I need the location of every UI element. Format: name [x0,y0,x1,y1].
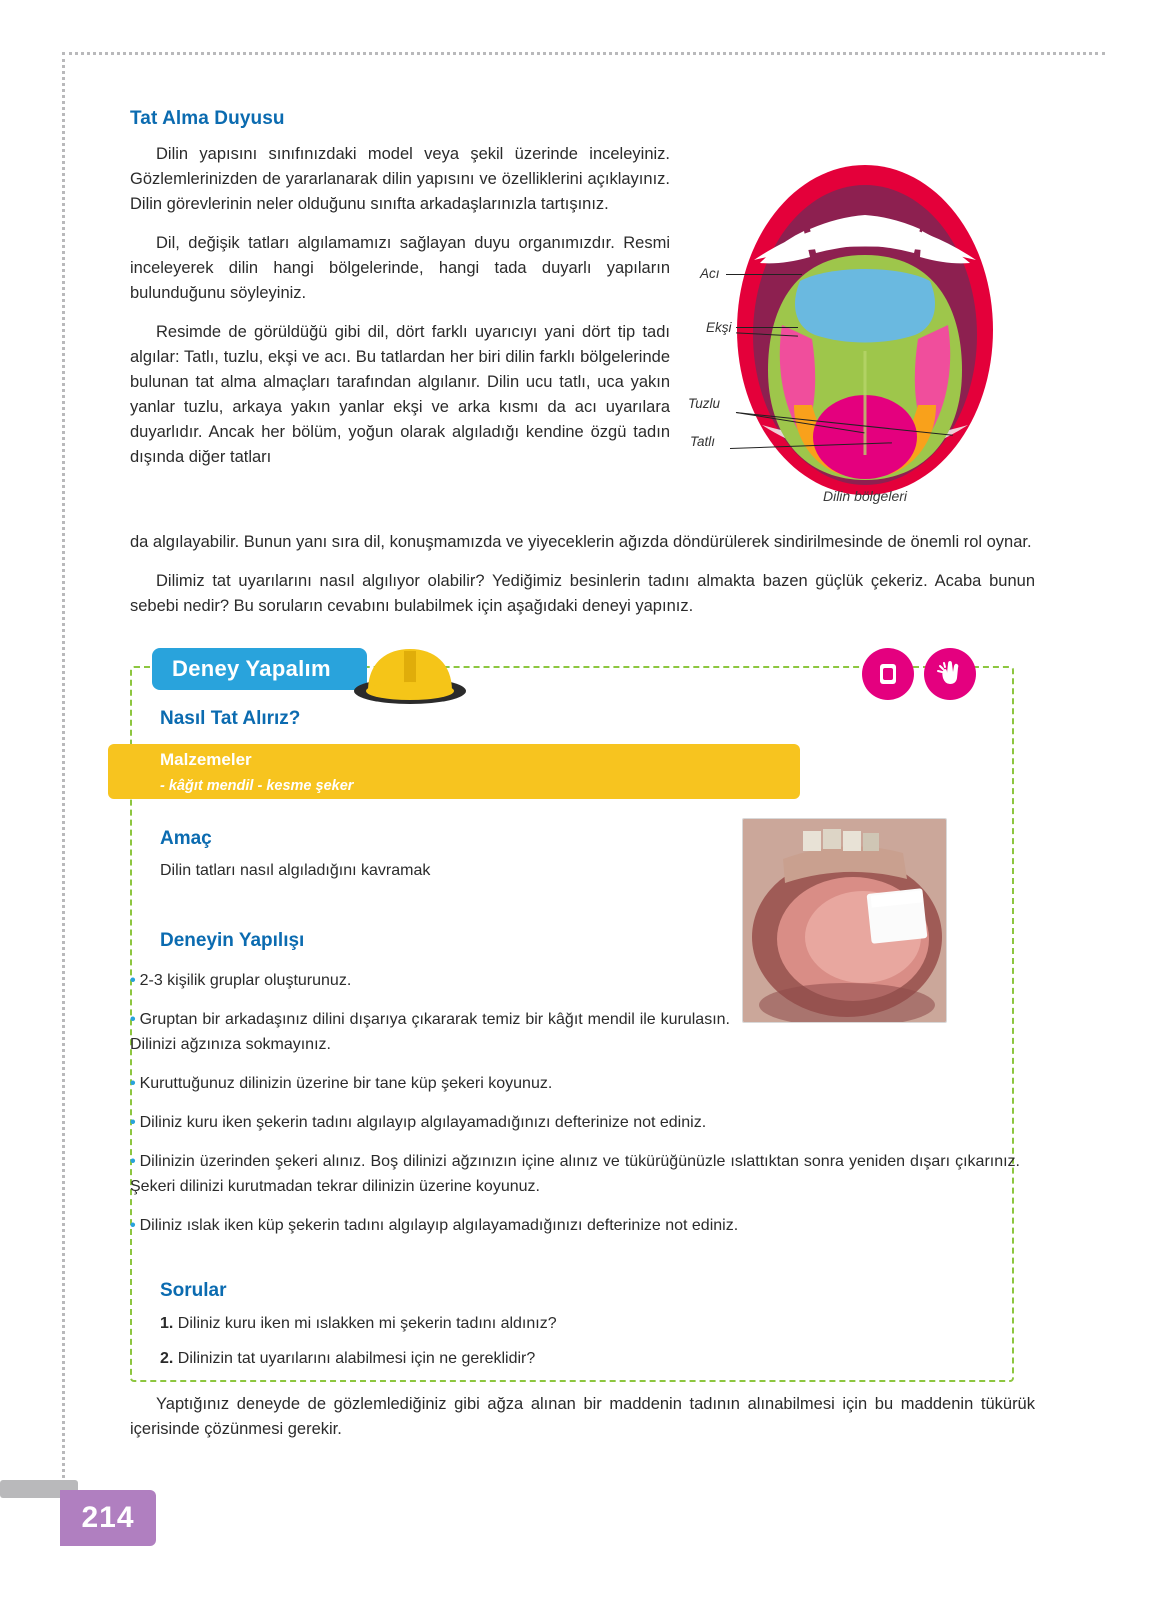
bullet-icon: • [130,1217,136,1234]
list-item [130,1213,910,1238]
question-1 [160,1315,557,1333]
page-number: 214 [81,1501,135,1534]
hard-hat-icon [352,645,468,707]
experiment-tab-text: Deney Yapalım [172,656,331,681]
hand-wash-icon [924,648,976,700]
question-text: Dilinizin tat uyarılarını alabilmesi için ne gereklidir? [177,1350,536,1367]
materials-items: - kâğıt mendil - kesme şeker [160,778,354,794]
figure-caption: Dilin bölgeleri [822,488,908,504]
label-tuzlu: Tuzlu [688,396,721,411]
list-item [130,1110,890,1135]
label-aci: Acı [700,266,720,281]
procedure-steps [130,968,1020,1252]
experiment-title: Nasıl Tat Alırız? [160,708,301,729]
paragraph-2: Dil, değişik tatları algılamamızı sağlayan duyu organımızdır. Resmi inceleyerek dilin hangi bölgelerinde, hangi tada duyarlı yapıların bulunduğunu söyleyiniz. [130,234,670,302]
list-item [130,1149,1020,1199]
step-text: 2-3 kişilik gruplar oluşturunuz. [139,972,352,989]
question-number: 1. [160,1315,174,1332]
leader-line-aci [726,274,802,275]
paragraph-1: Dilin yapısını sınıfınızdaki model veya şekil üzerinde inceleyiniz. Gözlemlerinizden de yararlanarak dilin yapısını ve özelliklerini açıklayınız. Dilin görevlerinin neler olduğunu sınıfta arkadaşlarınızla tartışınız. [130,145,670,213]
step-text: Gruptan bir arkadaşınız dilini dışarıya çıkararak temiz bir kâğıt mendil ile kurulasın. Dilinizi ağzınıza sokmayınız. [130,1011,730,1053]
procedure-heading: Deneyin Yapılışı [160,930,305,951]
closing-paragraph: Yaptığınız deneyde de gözlemlediğiniz gibi ağza alınan bir maddenin tadının alınabilmesi için bu maddenin tükürük içerisinde çözünmesi gerekir. [130,1395,1035,1438]
page-title: Tat Alma Duyusu [130,108,285,129]
step-text: Diliniz kuru iken şekerin tadını algılayıp algılayamadığınızı defterinize not ediniz. [139,1114,707,1131]
purpose-text: Dilin tatları nasıl algıladığını kavramak [160,862,431,879]
paragraph-4: da algılayabilir. Bunun yanı sıra dil, konuşmamızda ve yiyeceklerin ağızda döndürülerek sindirilmesinde de önemli rol oynar. [130,533,1032,551]
experiment-tab-label [152,648,367,690]
question-text: Diliniz kuru iken mi ıslakken mi şekerin tadını aldınız? [177,1315,557,1332]
paragraph-3: Resimde de görüldüğü gibi dil, dört farklı uyarıcıyı yani dört tip tadı algılar: Tatlı, tuzlu, ekşi ve acı. Bu tatlardan her biri dilin farklı bölgelerinde bulunan tat alma almaçları tarafından algılanır. Dilin ucu tatlı, uca yakın yanlar tuzlu, arkaya yakın yanlar ekşi ve arka kısmı da acı uyarılara duyarlıdır. Ancak her bölüm, yoğun olarak algıladığı kendine özgü tadın dışında diğer tatları [130,323,670,466]
paragraph-5: Dilimiz tat uyarılarını nasıl algılıyor olabilir? Yediğimiz besinlerin tadını almakta bazen güçlük çekeriz. Acaba bunun sebebi nedir? Bu soruların cevabını bulabilmek için aşağıdaki deneyi yapınız. [130,572,1035,615]
bullet-icon: • [130,1011,136,1028]
page-number-badge [60,1490,156,1546]
bullet-icon: • [130,1075,136,1092]
safety-goggles-icon [862,648,914,700]
bullet-icon: • [130,1153,136,1170]
leader-line-eksi-1 [736,327,798,328]
label-eksi: Ekşi [706,320,732,335]
bullet-icon: • [130,972,136,989]
list-item [130,1007,730,1057]
materials-heading: Malzemeler [160,750,252,769]
step-text: Dilinizin üzerinden şekeri alınız. Boş dilinizi ağzınızın içine alınız ve tükürüğünüzle ıslattıktan sonra yeniden dışarı çıkarınız. Şekeri dilinizi kurutmadan tekrar dilinizin üzerine koyunuz. [130,1153,1020,1195]
bullet-icon: • [130,1114,136,1131]
label-tatli: Tatlı [690,434,716,449]
step-text: Kuruttuğunuz dilinizin üzerine bir tane küp şekeri koyunuz. [139,1075,553,1092]
step-text: Diliniz ıslak iken küp şekerin tadını algılayıp algılayamadığınızı defterinize not ediniz. [139,1217,739,1234]
main-text-column [130,108,670,484]
list-item [130,968,690,993]
purpose-heading: Amaç [160,828,212,849]
question-number: 2. [160,1350,174,1367]
wide-text-block [130,530,1035,633]
list-item [130,1071,750,1096]
questions-heading: Sorular [160,1280,227,1301]
tongue-diagram [690,155,1040,515]
question-2 [160,1350,535,1368]
